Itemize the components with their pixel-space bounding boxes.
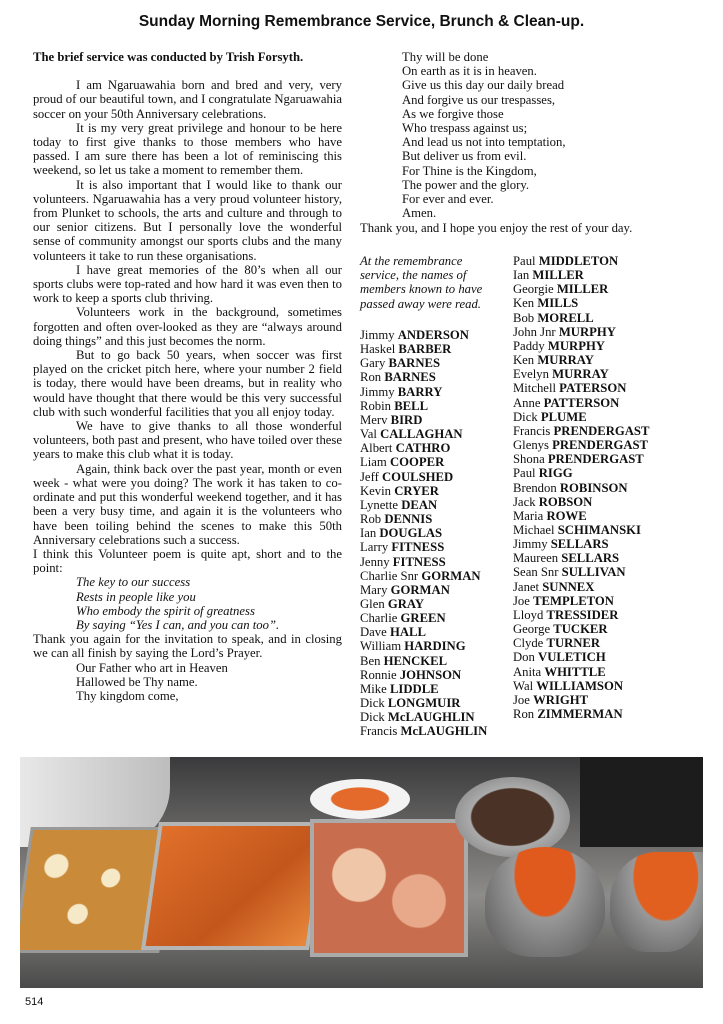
name-entry <box>360 512 487 526</box>
name-entry <box>513 707 649 721</box>
prayer-line: And lead us not into temptation, <box>402 135 566 150</box>
prayer-line: As we forgive those <box>402 106 504 121</box>
first-name: Lloyd <box>513 607 544 622</box>
surname: ZIMMERMAN <box>537 707 623 721</box>
first-name: Clyde <box>513 636 544 651</box>
surname: LONGMUIR <box>387 696 461 711</box>
paragraph: It is my very great privilege and honour to be here today to first give thanks to those members who have passed. I am sure there has been a lot of reminiscing this weekend, so let us take a moment to remember them. <box>33 120 342 178</box>
name-entry <box>360 370 487 384</box>
name-entry <box>513 353 649 367</box>
name-entry <box>513 693 649 707</box>
poem-line: The key to our success <box>76 575 191 590</box>
prayer-line: Hallowed be Thy name. <box>76 674 198 689</box>
surname: WILLIAMSON <box>536 678 624 693</box>
paragraph: It is also important that I would like to thank our volunteers. Ngaruawahia has a very proud volunteer history, from Plunket to schools, the arts and culture and through to our senior citizens. But I personally love the wonderful sense of community amongst our sports clubs and the many volunteers it take to run these organisations. <box>33 177 342 263</box>
surname: COULSHED <box>381 469 454 484</box>
surname: DEAN <box>401 497 438 512</box>
first-name: Don <box>513 650 535 665</box>
first-name: Mary <box>360 582 388 597</box>
speech-column <box>33 50 342 703</box>
surname: SELLARS <box>561 551 620 566</box>
name-entry <box>513 594 649 608</box>
first-name: Joe <box>513 692 530 707</box>
name-entry <box>513 551 649 565</box>
surname: McLAUGHLIN <box>400 724 488 739</box>
speech-heading: The brief service was conducted by Trish Forsyth. <box>33 50 304 64</box>
page-number: 514 <box>25 996 44 1008</box>
first-name: Ron <box>360 370 382 385</box>
name-entry <box>513 679 649 693</box>
name-entry <box>360 342 487 356</box>
name-entry <box>360 328 487 342</box>
name-entry <box>513 481 649 495</box>
poem-intro: I think this Volunteer poem is quite apt, short and to the point: <box>33 546 342 576</box>
name-entry <box>513 622 649 636</box>
surname: VULETICH <box>538 650 606 665</box>
first-name: Glen <box>360 596 385 611</box>
name-entry <box>513 311 649 325</box>
first-name: Charlie Snr <box>360 568 419 583</box>
first-name: Ben <box>360 653 381 668</box>
surname: ANDERSON <box>397 328 469 342</box>
photo-hashbrown-tray <box>141 822 327 950</box>
name-entry <box>513 268 649 282</box>
name-entry <box>360 356 487 370</box>
first-name: Ron <box>513 707 535 721</box>
prayer-line: Thy will be done <box>402 50 489 64</box>
name-entry <box>360 441 487 455</box>
first-name: Robin <box>360 398 392 413</box>
surname: HALL <box>389 625 426 640</box>
paragraph: Volunteers work in the background, sometimes forgotten and often over-looked as they are “always around doing things” and this just becomes the norm. <box>33 305 342 348</box>
first-name: Joe <box>513 593 530 608</box>
name-entry <box>513 396 649 410</box>
surname: TEMPLETON <box>533 593 614 608</box>
first-name: Paddy <box>513 338 545 353</box>
name-entry <box>360 682 487 696</box>
first-name: Sean Snr <box>513 565 559 580</box>
first-name: Maria <box>513 508 544 523</box>
first-name: Dick <box>360 696 385 711</box>
surname: CATHRO <box>395 441 451 456</box>
surname: ROBINSON <box>559 480 628 495</box>
surname: HENCKEL <box>383 653 448 668</box>
first-name: Janet <box>513 579 540 594</box>
first-name: Haskel <box>360 342 396 357</box>
name-entry <box>513 665 649 679</box>
first-name: Evelyn <box>513 367 549 382</box>
prayer-line: And forgive us our trespasses, <box>402 92 556 107</box>
name-entry <box>360 569 487 583</box>
name-entry <box>360 668 487 682</box>
first-name: John Jnr <box>513 324 556 339</box>
surname: SCHIMANSKI <box>557 522 641 537</box>
poem-line: Who embody the spirit of greatness <box>76 603 255 618</box>
final-thanks: Thank you, and I hope you enjoy the rest of your day. <box>360 221 633 235</box>
first-name: Michael <box>513 522 555 537</box>
prayer-line: Give us this day our daily bread <box>402 78 565 93</box>
name-entry <box>360 654 487 668</box>
surname: TUCKER <box>553 622 608 637</box>
prayer-line: Our Father who art in Heaven <box>76 660 228 675</box>
first-name: Wal <box>513 678 534 693</box>
surname: WHITTLE <box>544 664 606 679</box>
name-entry <box>513 339 649 353</box>
surname: HARDING <box>404 639 466 654</box>
surname: GRAY <box>387 596 425 611</box>
surname: BARNES <box>388 356 441 371</box>
name-entry <box>513 650 649 664</box>
name-entry <box>360 710 487 724</box>
surname: TRESSIDER <box>546 607 619 622</box>
first-name: Ian <box>360 526 377 541</box>
first-name: Maureen <box>513 551 559 566</box>
name-entry <box>513 466 649 480</box>
surname: RIGG <box>538 466 573 481</box>
surname: MILLER <box>532 268 584 283</box>
name-entry <box>360 484 487 498</box>
name-entry <box>360 455 487 469</box>
photo-bag <box>580 757 703 847</box>
name-entry <box>513 509 649 523</box>
first-name: Val <box>360 427 377 442</box>
first-name: Jack <box>513 494 536 509</box>
surname: PLUME <box>540 409 587 424</box>
name-entry <box>360 385 487 399</box>
surname: SULLIVAN <box>561 565 626 580</box>
first-name: Rob <box>360 512 382 527</box>
first-name: Jimmy <box>360 384 395 399</box>
first-name: Jeff <box>360 469 379 484</box>
name-entry <box>513 410 649 424</box>
first-name: Paul <box>513 254 536 268</box>
name-entry <box>360 696 487 710</box>
brunch-food-photo <box>20 757 703 988</box>
first-name: Ken <box>513 353 535 368</box>
first-name: Mike <box>360 681 387 696</box>
name-entry <box>513 325 649 339</box>
prayer-line: For Thine is the Kingdom, <box>402 163 537 178</box>
surname: ROBSON <box>538 494 593 509</box>
surname: CALLAGHAN <box>380 427 463 442</box>
name-entry <box>513 636 649 650</box>
first-name: Merv <box>360 412 388 427</box>
first-name: Ken <box>513 296 535 311</box>
first-name: Larry <box>360 540 389 555</box>
first-name: Liam <box>360 455 387 470</box>
name-entry <box>513 296 649 310</box>
first-name: Francis <box>360 724 398 739</box>
prayer-line: Amen. <box>402 206 437 221</box>
first-name: Glenys <box>513 438 549 453</box>
first-name: Dave <box>360 625 387 640</box>
surname: MORELL <box>537 310 594 325</box>
surname: MILLER <box>556 282 609 297</box>
surname: MILLS <box>537 296 579 311</box>
first-name: Charlie <box>360 611 398 626</box>
first-name: Gary <box>360 356 386 371</box>
surname: PRENDERGAST <box>553 423 650 438</box>
first-name: Paul <box>513 466 536 481</box>
poem-line: Rests in people like you <box>76 589 196 604</box>
surname: PATTERSON <box>543 395 620 410</box>
closing-paragraph: Thank you again for the invitation to speak, and in closing we can all finish by saying the Lord’s Prayer. <box>33 632 342 661</box>
surname: CRYER <box>394 483 439 498</box>
first-name: Bob <box>513 310 535 325</box>
prayer-line: Thy kingdom come, <box>76 688 179 703</box>
name-entry <box>360 611 487 625</box>
name-entry <box>513 495 649 509</box>
paragraph: Again, think back over the past year, month or even week - what were you doing? The work it has taken to co-ordinate and put this wonderful weekend together, and it has been a very busy time, and again it is the volunteers who have been toiling behind the scenes to make this 50th Anniversary celebrations such a success. <box>33 461 342 547</box>
first-name: Ian <box>513 268 530 283</box>
surname: PRENDERGAST <box>552 438 648 453</box>
paragraph: I am Ngaruawahia born and bred and very, very proud of our beautiful town, and I congratulate Ngaruawahia soccer on your 50th Anniversary celebrations. <box>33 78 342 121</box>
name-entry <box>513 580 649 594</box>
surname: DENNIS <box>384 512 433 527</box>
first-name: Anne <box>513 395 541 410</box>
name-entry <box>360 399 487 413</box>
name-entry <box>360 470 487 484</box>
prayer-line: For ever and ever. <box>402 192 494 207</box>
first-name: Lynette <box>360 497 399 512</box>
surname: BELL <box>394 398 429 413</box>
paragraph: We have to give thanks to all those wonderful volunteers, both past and present, who have toiled over these years to make this club what it is today. <box>33 419 342 462</box>
name-entry <box>360 498 487 512</box>
surname: MURPHY <box>558 324 616 339</box>
surname: SELLARS <box>550 537 609 552</box>
name-entry <box>360 625 487 639</box>
name-entry <box>513 452 649 466</box>
name-entry <box>360 639 487 653</box>
surname: GORMAN <box>421 568 481 583</box>
surname: BARBER <box>398 342 452 357</box>
surname: GREEN <box>400 611 446 626</box>
surname: BIRD <box>390 412 423 427</box>
surname: PRENDERGAST <box>547 452 644 467</box>
first-name: Anita <box>513 664 542 679</box>
name-entry <box>513 438 649 452</box>
surname: LIDDLE <box>389 681 439 696</box>
name-entry <box>513 381 649 395</box>
surname: FITNESS <box>392 554 446 569</box>
surname: BARNES <box>384 370 436 385</box>
name-entry <box>513 523 649 537</box>
names-list-1 <box>360 328 487 739</box>
surname: GORMAN <box>390 582 450 597</box>
paragraph: But to go back 50 years, when soccer was first played on the cricket pitch here, where your number 2 field is today, there would have been dreams, but in reality who would have thought that there would be this very successful club with such wonderful facilities that you all enjoy today. <box>33 348 342 419</box>
surname: WRIGHT <box>533 692 589 707</box>
first-name: George <box>513 622 551 637</box>
surname: COOPER <box>389 455 445 470</box>
poem-line: By saying “Yes I can, and you can too”. <box>76 617 280 632</box>
photo-pot <box>455 777 570 857</box>
surname: ROWE <box>546 508 587 523</box>
first-name: William <box>360 639 402 654</box>
surname: FITNESS <box>391 540 445 555</box>
surname: TURNER <box>546 636 601 651</box>
surname: MURRAY <box>552 367 609 382</box>
name-entry <box>360 540 487 554</box>
names-intro: At the remembrance service, the names of members known to have passed away were read. <box>360 254 483 311</box>
prayer-line: Who trespass against us; <box>402 121 528 136</box>
name-entry <box>360 597 487 611</box>
prayer-line: The power and the glory. <box>402 177 530 192</box>
paragraph: I have great memories of the 80’s when all our sports clubs were top-rated and how hard it was even then to work to keep a sports club thriving. <box>33 262 342 306</box>
surname: SUNNEX <box>542 579 595 594</box>
prayer-line: On earth as it is in heaven. <box>402 64 537 79</box>
surname: MIDDLETON <box>538 254 619 268</box>
name-entry <box>360 526 487 540</box>
surname: PATERSON <box>559 381 627 396</box>
first-name: Shona <box>513 452 545 467</box>
photo-beans-pot <box>485 847 605 957</box>
surname: JOHNSON <box>399 667 462 682</box>
surname: BARRY <box>397 384 443 399</box>
first-name: Ronnie <box>360 667 397 682</box>
page-title: Sunday Morning Remembrance Service, Brunch & Clean-up. <box>138 13 585 30</box>
surname: MURPHY <box>547 338 605 353</box>
name-entry <box>513 537 649 551</box>
name-entry <box>513 424 649 438</box>
first-name: Jenny <box>360 554 390 569</box>
name-entry <box>360 724 487 738</box>
surname: McLAUGHLIN <box>387 710 475 725</box>
first-name: Dick <box>360 710 385 725</box>
first-name: Francis <box>513 423 551 438</box>
name-entry <box>513 367 649 381</box>
prayer-continued <box>402 50 566 220</box>
name-entry <box>513 254 649 268</box>
name-entry <box>360 413 487 427</box>
surname: MURRAY <box>537 353 594 368</box>
first-name: Mitchell <box>513 381 556 396</box>
first-name: Jimmy <box>513 537 548 552</box>
name-entry <box>360 583 487 597</box>
first-name: Kevin <box>360 483 392 498</box>
name-entry <box>360 555 487 569</box>
photo-bacon-tray <box>310 819 468 957</box>
name-entry <box>360 427 487 441</box>
surname: DOUGLAS <box>379 526 443 541</box>
prayer-line: But deliver us from evil. <box>402 149 527 164</box>
names-list-2 <box>513 254 649 721</box>
name-entry <box>513 608 649 622</box>
first-name: Brendon <box>513 480 557 495</box>
photo-plate <box>310 779 410 819</box>
first-name: Dick <box>513 409 538 424</box>
first-name: Georgie <box>513 282 554 297</box>
name-entry <box>513 282 649 296</box>
name-entry <box>513 565 649 579</box>
first-name: Albert <box>360 441 393 456</box>
photo-beans-pot <box>610 852 703 952</box>
first-name: Jimmy <box>360 328 395 342</box>
